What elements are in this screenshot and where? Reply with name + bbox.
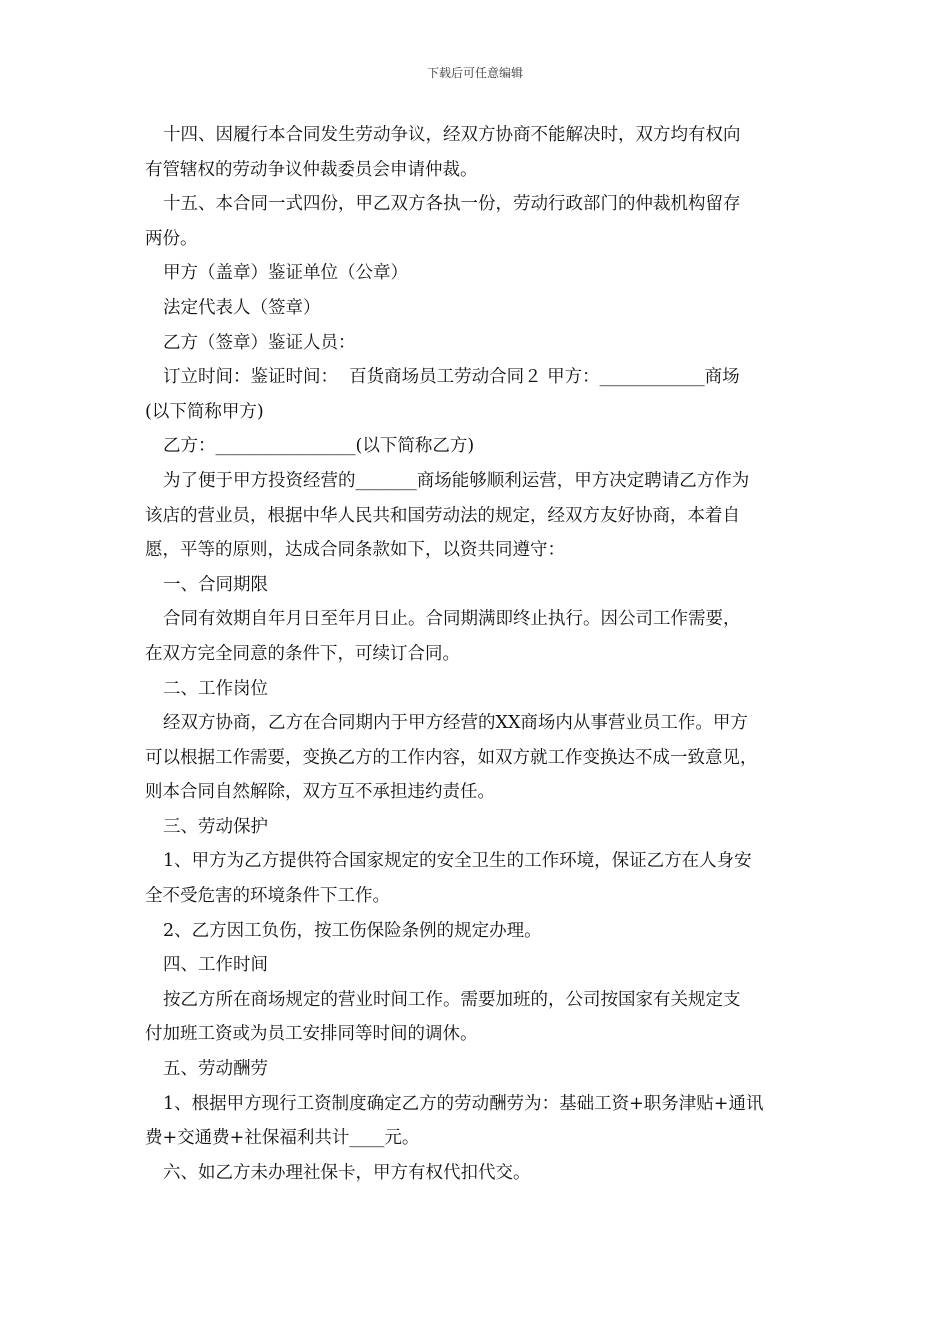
text-line: 经双方协商，乙方在合同期内于甲方经营的XX商场内从事营业员工作。甲方 <box>163 713 748 734</box>
text-line: 合同有效期自年月日至年月日止。合同期满即终止执行。因公司工作需要， <box>163 609 741 630</box>
text-line: 全不受危害的环境条件下工作。 <box>145 886 390 907</box>
text-line: 两份。 <box>145 228 198 249</box>
text-line: 二、工作岗位 <box>163 678 268 699</box>
text-line: 费+交通费+社保福利共计____元。 <box>145 1128 420 1149</box>
text-line: 在双方完全同意的条件下，可续订合同。 <box>145 643 460 664</box>
text-line: 2、乙方因工负伤，按工伤保险条例的规定办理。 <box>163 920 542 941</box>
text-line: 订立时间：鉴证时间： 百货商场员工劳动合同２ 甲方：____________商场 <box>163 367 740 388</box>
text-line: 一、合同期限 <box>163 574 268 595</box>
text-line: 甲方（盖章）鉴证单位（公章） <box>163 263 408 284</box>
text-line: (以下简称甲方) <box>145 401 264 422</box>
text-line: 十五、本合同一式四份，甲乙双方各执一份，劳动行政部门的仲裁机构留存 <box>163 194 741 215</box>
text-line: 十四、因履行本合同发生劳动争议，经双方协商不能解决时，双方均有权向 <box>163 125 741 145</box>
text-line: 付加班工资或为员工安排同等时间的调休。 <box>145 1024 478 1045</box>
text-line: 乙方：________________(以下简称乙方) <box>163 436 475 457</box>
document-body <box>145 118 825 1190</box>
text-line: 六、如乙方未办理社保卡，甲方有权代扣代交。 <box>163 1162 531 1183</box>
page-header: 下载后可任意编辑 <box>426 66 523 80</box>
text-line: 为了便于甲方投资经营的_______商场能够顺利运营，甲方决定聘请乙方作为 <box>163 470 750 491</box>
text-line: 该店的营业员，根据中华人民共和国劳动法的规定，经双方友好协商，本着自 <box>145 505 740 526</box>
text-line: 四、工作时间 <box>163 955 268 976</box>
text-line: 五、劳动酬劳 <box>163 1059 268 1080</box>
text-line: 1、根据甲方现行工资制度确定乙方的劳动酬劳为：基础工资+职务津贴+通讯 <box>163 1093 764 1114</box>
text-line: 三、劳动保护 <box>163 816 268 837</box>
text-line: 愿，平等的原则，达成合同条款如下，以资共同遵守： <box>145 540 565 561</box>
text-line: 可以根据工作需要，变换乙方的工作内容，如双方就工作变换达不成一致意见， <box>145 747 758 768</box>
text-line: 则本合同自然解除，双方互不承担违约责任。 <box>145 782 495 803</box>
text-line: 法定代表人（签章） <box>163 297 321 318</box>
text-line: 按乙方所在商场规定的营业时间工作。需要加班的，公司按国家有关规定支 <box>163 989 741 1010</box>
text-line: 有管辖权的劳动争议仲裁委员会申请仲裁。 <box>145 159 478 180</box>
text-line: 乙方（签章）鉴证人员： <box>163 332 356 353</box>
text-line: 1、甲方为乙方提供符合国家规定的安全卫生的工作环境，保证乙方在人身安 <box>163 851 752 872</box>
